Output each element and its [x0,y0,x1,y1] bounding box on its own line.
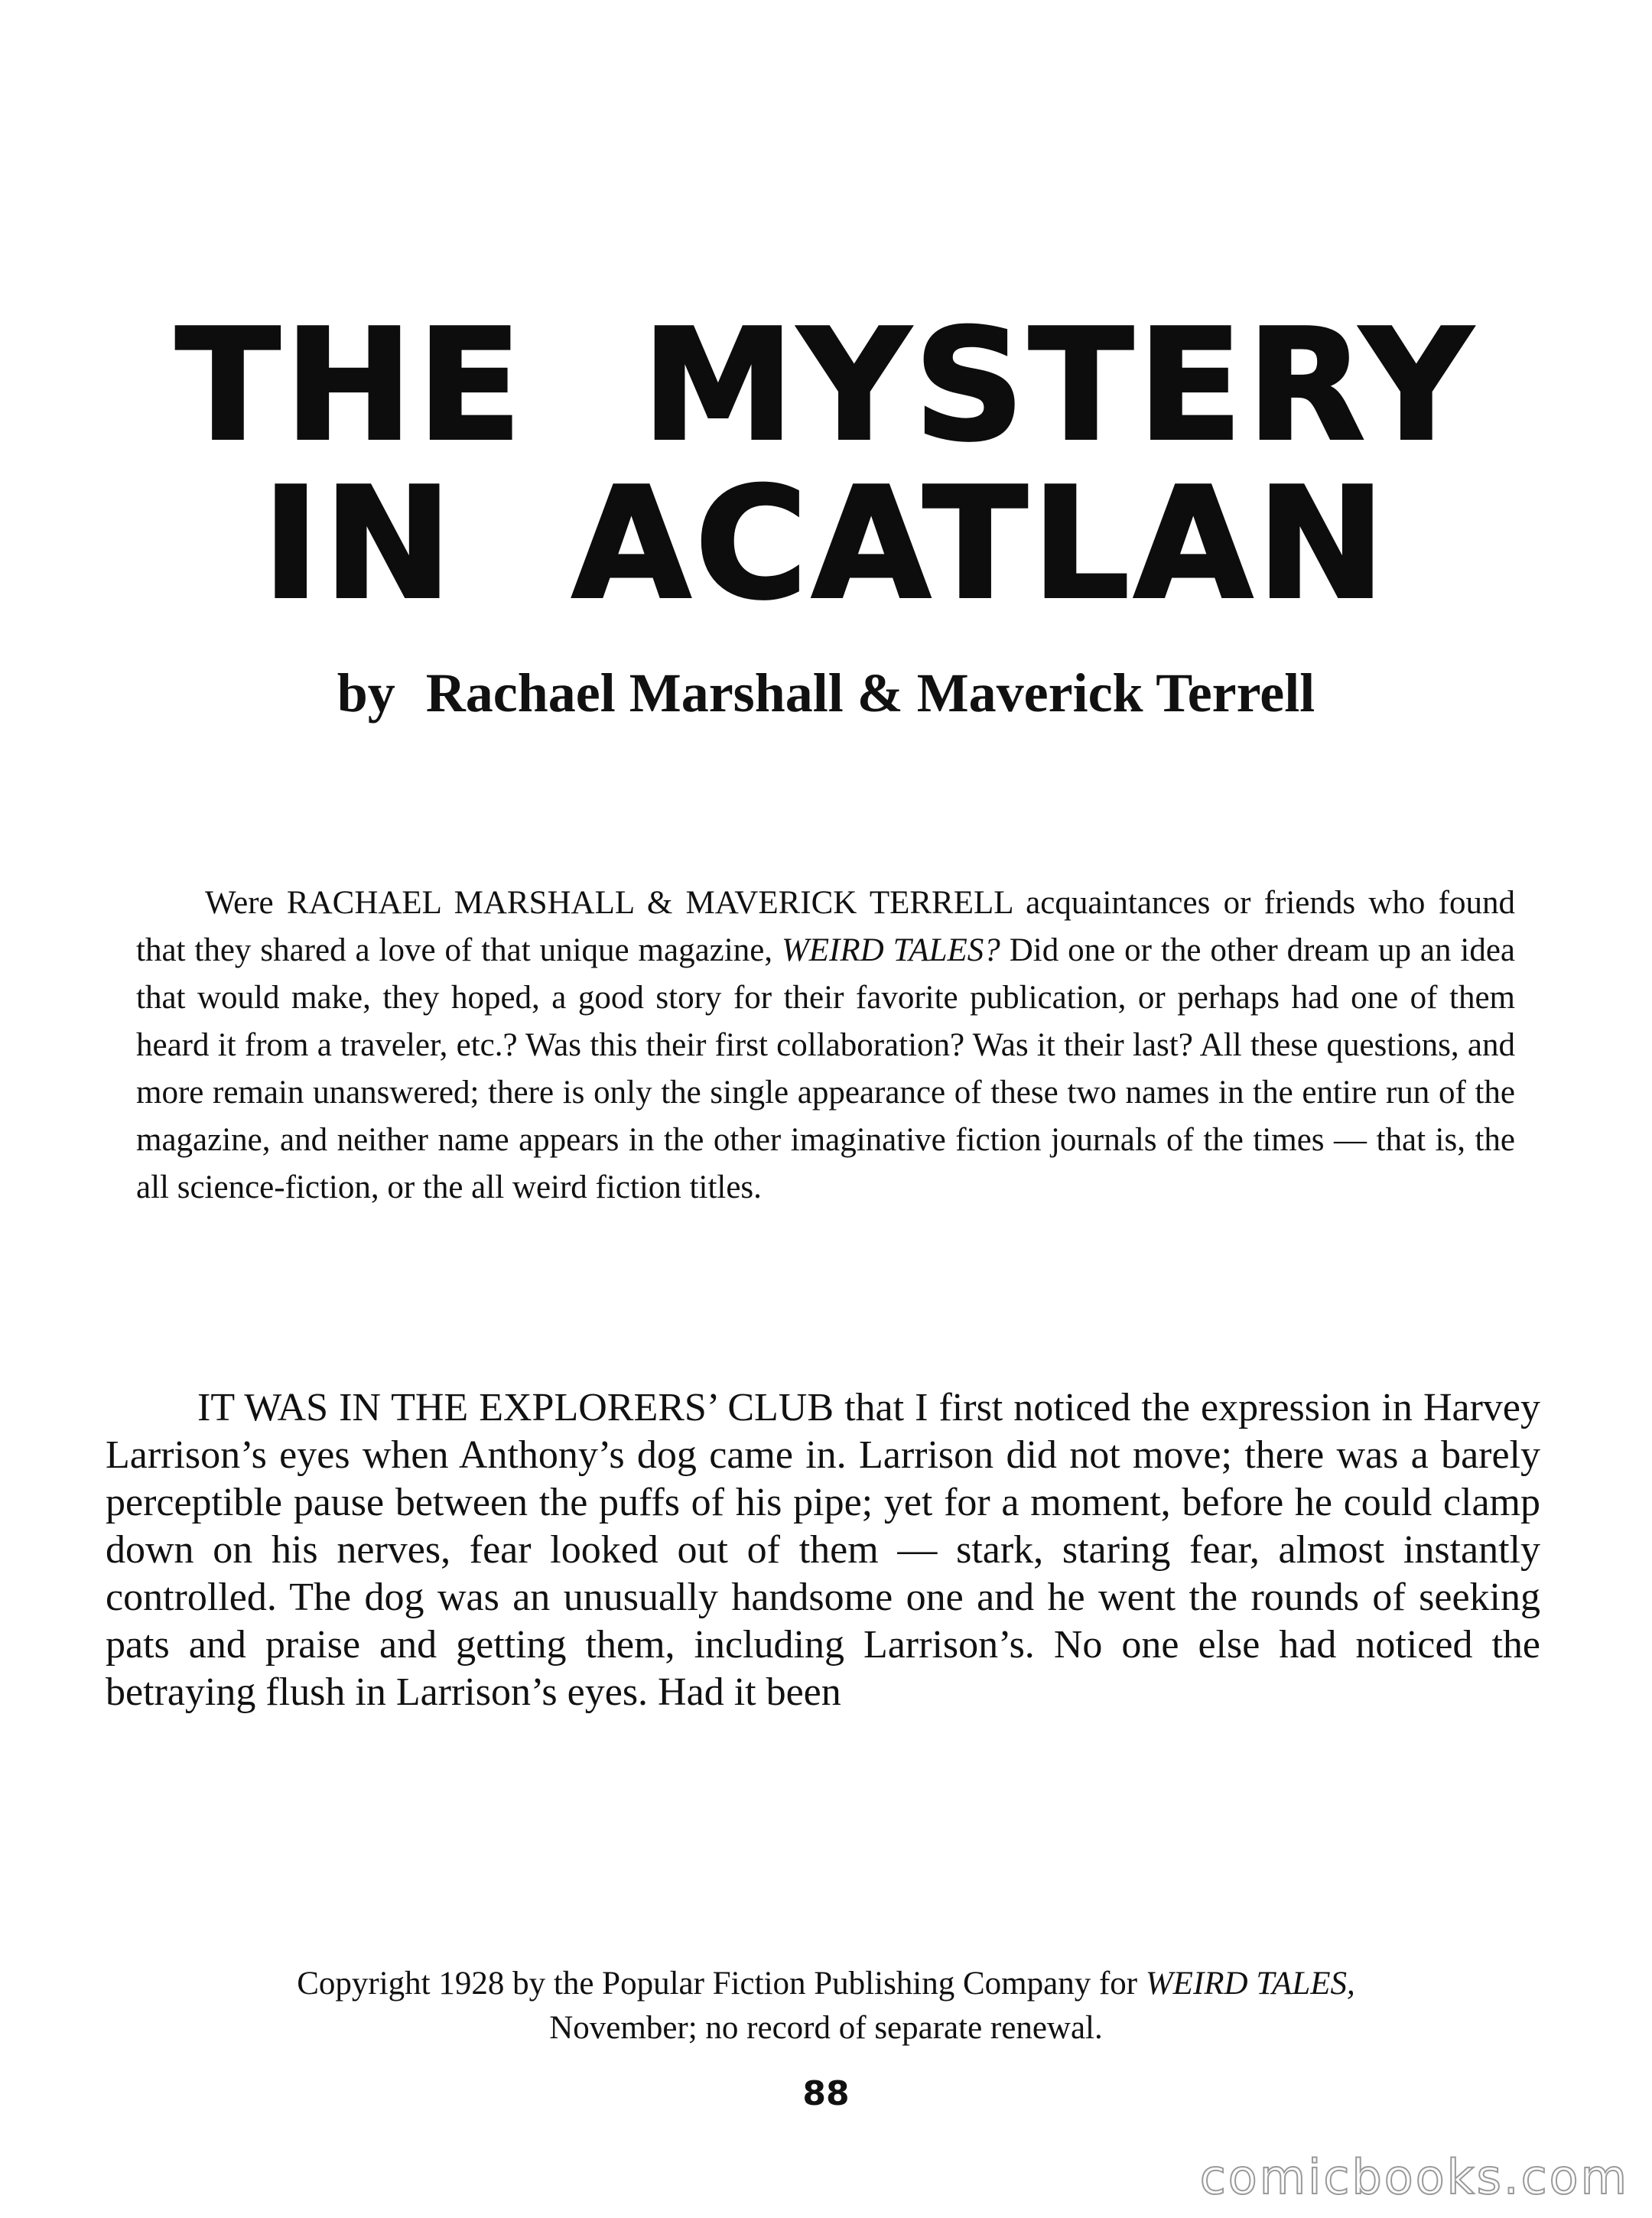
copyright-text: Copyright 1928 by the Popular Fiction Publishing Company for [297,1966,1146,2002]
byline [0,662,1652,724]
editorial-introduction [136,880,1515,1211]
intro-magazine-title: WEIRD TALES? [781,932,1000,968]
copyright-notice [0,1962,1652,2051]
byline-prefix: by [337,662,395,724]
story-title-line-1: THE MYSTERY [175,297,1477,475]
story-title-line-2: IN ACATLAN [262,455,1390,633]
watermark-logo: comicbooks.com [1199,2149,1629,2205]
byline-authors: Rachael Marshall & Maverick Terrell [425,662,1315,724]
intro-text-part-1: Were RACHAEL MARSHALL & MAVERICK TERRELL acquaintances or friends who found that they shared a love of that unique magazine, [136,885,1515,968]
copyright-line-2: November; no record of separate renewal. [549,2010,1103,2046]
copyright-line-1 [0,1962,1652,2006]
page-number: 88 [802,2074,850,2113]
copyright-magazine-title: WEIRD TALES, [1145,1966,1355,2002]
story-opening-paragraph: IT WAS IN THE EXPLORERS’ CLUB that I first noticed the expression in Harvey Larrison’s eyes when Anthony’s dog came in. Larrison did not move; there was a barely perceptible pause between the puffs of his pipe; yet for a moment, before he could clamp down on his nerves, fear looked out of them — stark, staring fear, almost instantly controlled. The dog was an unusually handsome one and he went the rounds of seeking pats and praise and getting them, including Larrison’s. No one else had noticed the betraying flush in Larrison’s eyes. Had it been [106,1386,1540,1714]
intro-text-part-2: Did one or the other dream up an idea that would make, they hoped, a good story for their favorite publication, or perhaps had one of them heard it from a traveler, etc.? Was this their first collaboration? Was it their last? All these questions, and more remain unanswered; there is only the single appearance of these two names in the entire run of the magazine, and neither name appears in the other imaginative fiction journals of the times — that is, the all science-fiction, or the all weird fiction titles. [136,932,1515,1205]
